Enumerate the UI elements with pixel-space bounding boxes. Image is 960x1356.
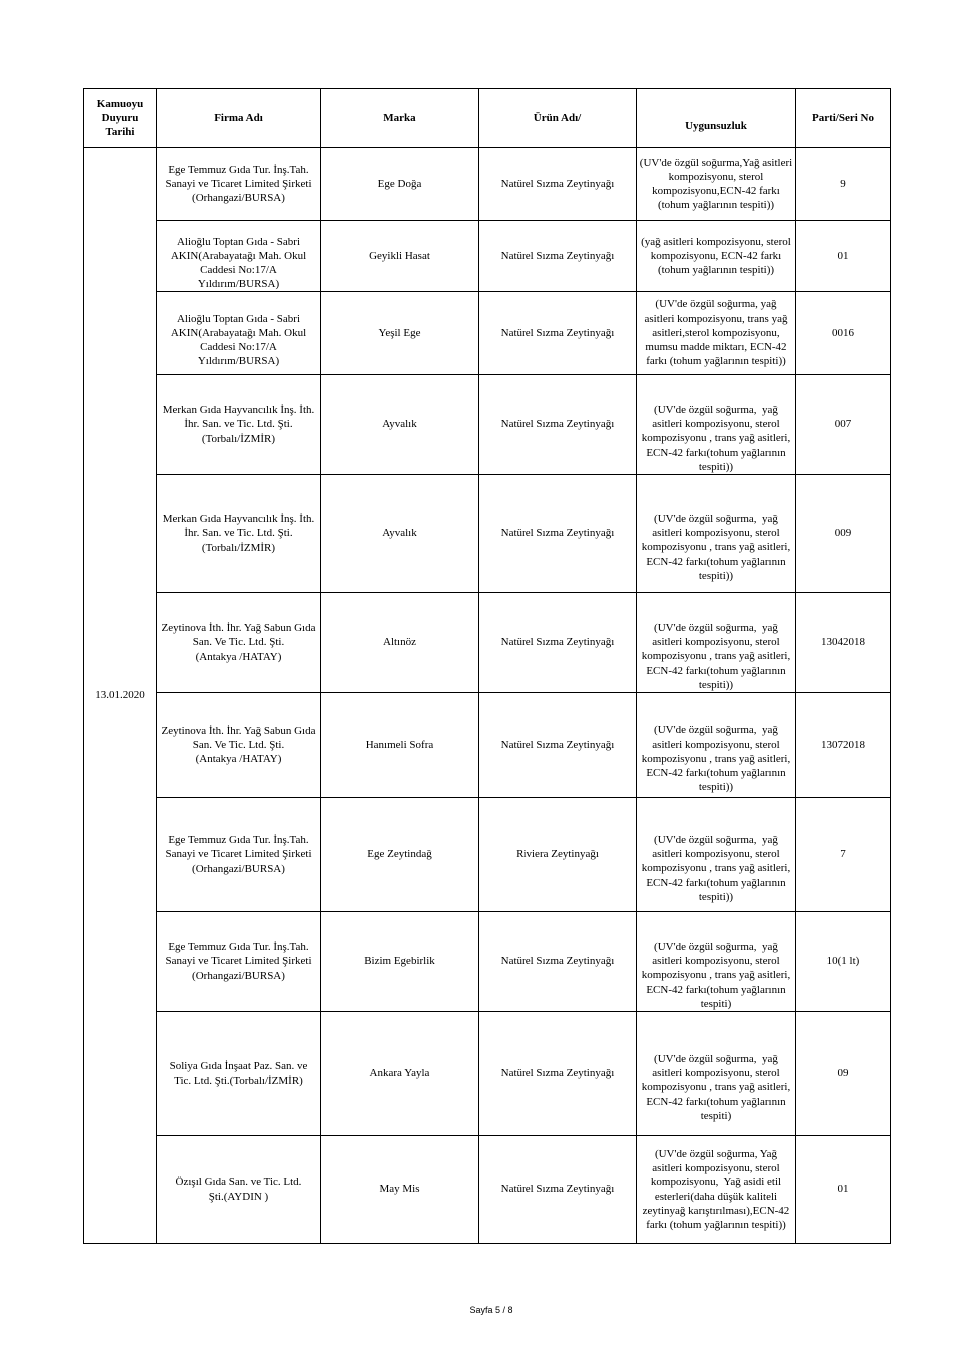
- firm-cell: Ege Temmuz Gıda Tur. İnş.Tah. Sanayi ve Ticaret Limited Şirketi (Orhangazi/BURSA): [157, 912, 321, 1012]
- nonconformity-cell: (UV'de özgül soğurma, yağ asitleri kompozisyonu, sterol kompozisyonu , trans yağ asitleri, ECN-42 farkı(tohum yağlarının tespiti)): [637, 475, 796, 593]
- nonconformity-cell: (UV'de özgül soğurma, yağ asitleri kompozisyonu, sterol kompozisyonu , trans yağ asitleri, ECN-42 farkı(tohum yağlarının tespiti)): [637, 798, 796, 912]
- brand-cell: Altınöz: [321, 593, 479, 693]
- brand-cell: Bizim Egebirlik: [321, 912, 479, 1012]
- product-cell: Natürel Sızma Zeytinyağı: [479, 1012, 637, 1136]
- lot-cell: 007: [796, 375, 891, 475]
- nonconformity-table: [83, 88, 891, 1244]
- nonconformity-cell: (UV'de özgül soğurma, yağ asitleri kompozisyonu, sterol kompozisyonu , trans yağ asitleri, ECN-42 farkı(tohum yağlarının tespiti): [637, 1012, 796, 1136]
- brand-cell: Hanımeli Sofra: [321, 693, 479, 798]
- announcement-date-cell: 13.01.2020: [84, 148, 157, 1244]
- firm-cell: Soliya Gıda İnşaat Paz. San. ve Tic. Ltd. Şti.(Torbalı/İZMİR): [157, 1012, 321, 1136]
- product-cell: Natürel Sızma Zeytinyağı: [479, 912, 637, 1012]
- lot-cell: 01: [796, 1136, 891, 1244]
- column-header-product: Ürün Adı/: [479, 89, 637, 148]
- product-cell: Natürel Sızma Zeytinyağı: [479, 693, 637, 798]
- nonconformity-cell: (UV'de özgül soğurma, yağ asitleri kompozisyonu, trans yağ asitleri,sterol kompozisyonu, mumsu madde miktarı, ECN-42 farkı (tohum yağlarının tespiti)): [637, 292, 796, 375]
- brand-cell: Geyikli Hasat: [321, 221, 479, 292]
- page-number: Sayfa 5 / 8: [469, 1305, 513, 1315]
- product-cell: Natürel Sızma Zeytinyağı: [479, 292, 637, 375]
- brand-cell: Ankara Yayla: [321, 1012, 479, 1136]
- firm-cell: Merkan Gıda Hayvancılık İnş. İth. İhr. San. ve Tic. Ltd. Şti. (Torbalı/İZMİR): [157, 475, 321, 593]
- firm-cell: Merkan Gıda Hayvancılık İnş. İth. İhr. San. ve Tic. Ltd. Şti. (Torbalı/İZMİR): [157, 375, 321, 475]
- lot-cell: 09: [796, 1012, 891, 1136]
- brand-cell: Ayvalık: [321, 475, 479, 593]
- lot-cell: 7: [796, 798, 891, 912]
- product-cell: Natürel Sızma Zeytinyağı: [479, 593, 637, 693]
- firm-cell: Zeytinova İth. İhr. Yağ Sabun Gıda San. Ve Tic. Ltd. Şti. (Antakya /HATAY): [157, 693, 321, 798]
- nonconformity-cell: (yağ asitleri kompozisyonu, sterol kompozisyonu, ECN-42 farkı (tohum yağlarının tespiti)): [637, 221, 796, 292]
- column-header-announcement-date: Kamuoyu Duyuru Tarihi: [84, 89, 157, 148]
- product-cell: Riviera Zeytinyağı: [479, 798, 637, 912]
- firm-cell: Alioğlu Toptan Gıda - Sabri AKIN(Arabayatağı Mah. Okul Caddesi No:17/A Yıldırım/BURSA): [157, 292, 321, 375]
- product-cell: Natürel Sızma Zeytinyağı: [479, 375, 637, 475]
- brand-cell: May Mis: [321, 1136, 479, 1244]
- firm-cell: Ege Temmuz Gıda Tur. İnş.Tah. Sanayi ve Ticaret Limited Şirketi (Orhangazi/BURSA): [157, 798, 321, 912]
- brand-cell: Ayvalık: [321, 375, 479, 475]
- firm-cell: Ege Temmuz Gıda Tur. İnş.Tah. Sanayi ve Ticaret Limited Şirketi (Orhangazi/BURSA): [157, 148, 321, 221]
- lot-cell: 01: [796, 221, 891, 292]
- column-header-brand: Marka: [321, 89, 479, 148]
- firm-cell: Zeytinova İth. İhr. Yağ Sabun Gıda San. Ve Tic. Ltd. Şti. (Antakya /HATAY): [157, 593, 321, 693]
- nonconformity-cell: (UV'de özgül soğurma, yağ asitleri kompozisyonu, sterol kompozisyonu , trans yağ asitleri, ECN-42 farkı(tohum yağlarının tespiti): [637, 912, 796, 1012]
- product-cell: Natürel Sızma Zeytinyağı: [479, 475, 637, 593]
- lot-cell: 0016: [796, 292, 891, 375]
- nonconformity-cell: (UV'de özgül soğurma, Yağ asitleri kompozisyonu, sterol kompozisyonu, Yağ asidi etil esterleri(daha düşük kaliteli zeytinyağ karıştırılması),ECN-42 farkı (tohum yağlarının tespiti)): [637, 1136, 796, 1244]
- column-header-firm: Firma Adı: [157, 89, 321, 148]
- product-cell: Natürel Sızma Zeytinyağı: [479, 148, 637, 221]
- firm-cell: Özışıl Gıda San. ve Tic. Ltd. Şti.(AYDIN ): [157, 1136, 321, 1244]
- lot-cell: 009: [796, 475, 891, 593]
- lot-cell: 9: [796, 148, 891, 221]
- product-cell: Natürel Sızma Zeytinyağı: [479, 221, 637, 292]
- lot-cell: 13072018: [796, 693, 891, 798]
- nonconformity-cell: (UV'de özgül soğurma,Yağ asitleri kompozisyonu, sterol kompozisyonu,ECN-42 farkı (tohum yağlarının tespiti)): [637, 148, 796, 221]
- lot-cell: 10(1 lt): [796, 912, 891, 1012]
- product-cell: Natürel Sızma Zeytinyağı: [479, 1136, 637, 1244]
- nonconformity-cell: (UV'de özgül soğurma, yağ asitleri kompozisyonu, sterol kompozisyonu , trans yağ asitleri, ECN-42 farkı(tohum yağlarının tespiti)): [637, 375, 796, 475]
- nonconformity-cell: (UV'de özgül soğurma, yağ asitleri kompozisyonu, sterol kompozisyonu , trans yağ asitleri, ECN-42 farkı(tohum yağlarının tespiti)): [637, 593, 796, 693]
- column-header-nonconformity: Uygunsuzluk: [637, 89, 796, 148]
- firm-cell: Alioğlu Toptan Gıda - Sabri AKIN(Arabayatağı Mah. Okul Caddesi No:17/A Yıldırım/BURSA): [157, 221, 321, 292]
- nonconformity-cell: (UV'de özgül soğurma, yağ asitleri kompozisyonu, sterol kompozisyonu , trans yağ asitleri, ECN-42 farkı(tohum yağlarının tespiti)): [637, 693, 796, 798]
- lot-cell: 13042018: [796, 593, 891, 693]
- brand-cell: Ege Doğa: [321, 148, 479, 221]
- brand-cell: Ege Zeytindağ: [321, 798, 479, 912]
- brand-cell: Yeşil Ege: [321, 292, 479, 375]
- column-header-lot: Parti/Seri No: [796, 89, 891, 148]
